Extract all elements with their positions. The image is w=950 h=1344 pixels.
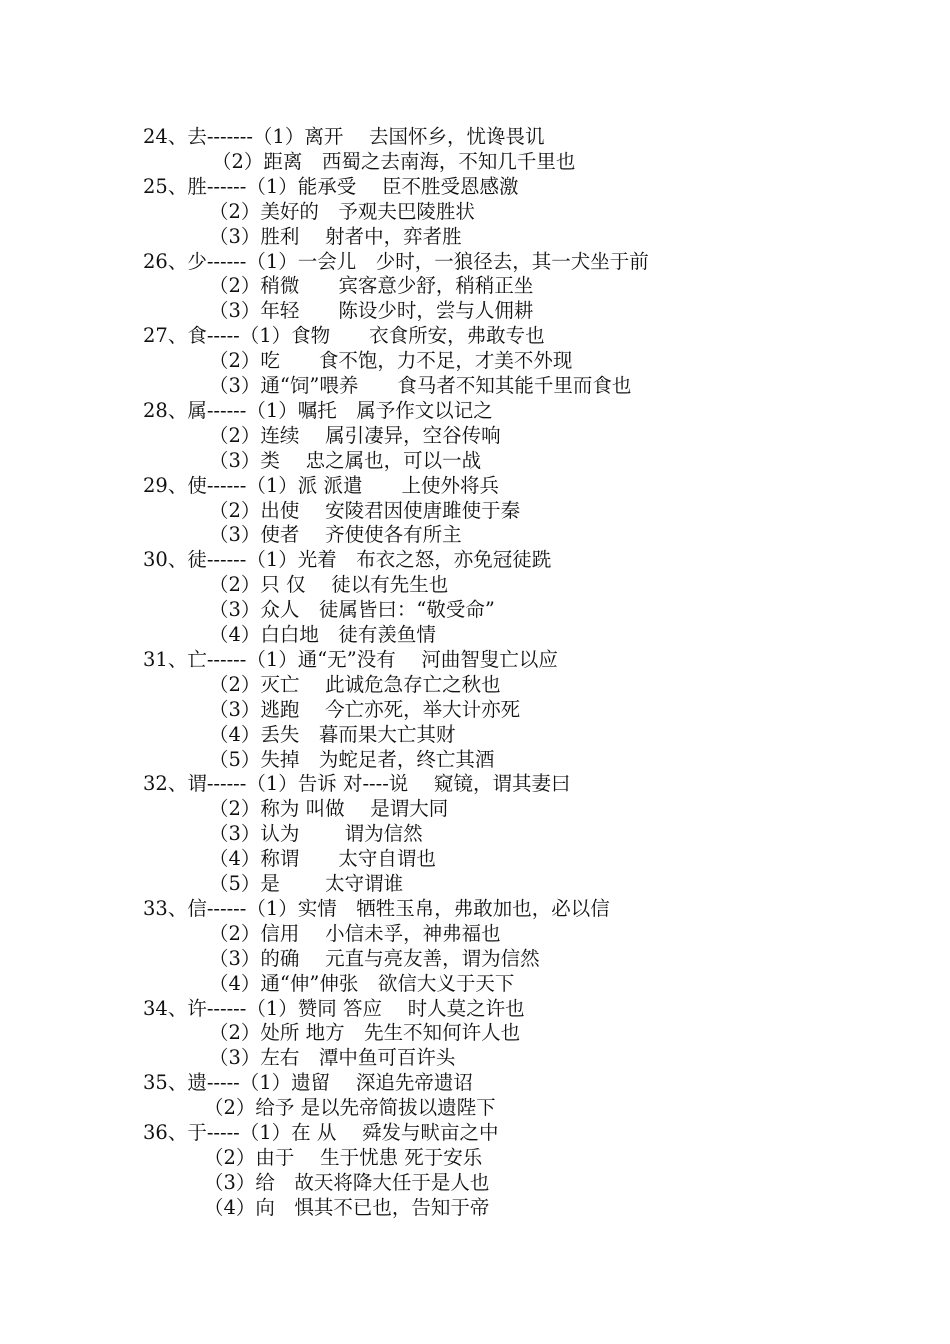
entry-sense-line: （3）认为 谓为信然 [209, 822, 423, 846]
entry-sense-line: （4）白白地 徒有羡鱼情 [209, 623, 436, 646]
entry-sense-line: （3）胜利 射者中，弈者胜 [209, 224, 462, 248]
entry-sense-line: （3）年轻 陈设少时，尝与人佣耕 [209, 299, 534, 323]
entry-heading-line: 28、属------（1）嘱托 属予作文以记之 [143, 398, 493, 422]
entry-heading-line: 34、许------（1）赞同 答应 时人莫之许也 [143, 996, 525, 1020]
entry-heading-line: 26、少------（1）一会儿 少时，一狼径去，其一犬坐于前 [143, 249, 649, 273]
entry-sense-line: （4）丢失 暮而果大亡其财 [209, 722, 456, 746]
entry-sense-line: （4）向 惧其不已也，告知于帝 [204, 1195, 490, 1219]
entry-heading-line: 35、遗-----（1）遗留 深追先帝遗诏 [143, 1071, 473, 1095]
entry-heading-line: 32、谓------（1）告诉 对----说 窥镜，谓其妻曰 [143, 772, 571, 796]
entry-sense-line: （2）称为 叫做 是谓大同 [209, 797, 449, 821]
entry-sense-line: （4）称谓 太守自谓也 [209, 847, 436, 871]
entry-sense-line: （3）逃跑 今亡亦死，举大计亦死 [209, 697, 521, 721]
entry-heading-line: 29、使------（1）派 派遣 上使外将兵 [143, 473, 499, 497]
entry-heading-line: 27、食-----（1）食物 衣食所安，弗敢专也 [143, 324, 545, 348]
entry-sense-line: （2）出使 安陵君因使唐雎使于秦 [209, 498, 521, 522]
entry-sense-line: （2）给予 是以先帝简拔以遗陛下 [204, 1096, 496, 1120]
entry-heading-line: 33、信------（1）实情 牺牲玉帛，弗敢加也，必以信 [143, 896, 610, 920]
entry-sense-line: （3）左右 潭中鱼可百许头 [209, 1046, 456, 1070]
entry-sense-line: （4）通“伸”伸张 欲信大义于天下 [209, 971, 515, 995]
entry-sense-line: （2）稍微 宾客意少舒，稍稍正坐 [209, 274, 534, 298]
entry-sense-line: （3）给 故天将降大任于是人也 [204, 1170, 490, 1194]
entry-heading-line: 25、胜------（1）能承受 臣不胜受恩感激 [143, 174, 519, 198]
entry-sense-line: （2）由于 生于忧患 死于安乐 [204, 1145, 483, 1169]
entry-sense-line: （2）距离 西蜀之去南海，不知几千里也 [212, 149, 576, 173]
entry-sense-line: （5）失掉 为蛇足者，终亡其酒 [209, 747, 495, 771]
entry-sense-line: （3）使者 齐使使各有所主 [209, 523, 462, 547]
entry-sense-line: （3）通“饲”喂养 食马者不知其能千里而食也 [209, 374, 632, 397]
entry-heading-line: 36、于-----（1）在 从 舜发与畎亩之中 [143, 1121, 499, 1144]
entry-sense-line: （3）的确 元直与亮友善，谓为信然 [209, 946, 540, 970]
entry-heading-line: 31、亡------（1）通“无”没有 河曲智叟亡以应 [143, 647, 558, 671]
entry-sense-line: （2）处所 地方 先生不知何许人也 [209, 1021, 521, 1045]
entry-heading-line: 30、徒------（1）光着 布衣之怒，亦免冠徒跣 [143, 548, 552, 572]
entry-sense-line: （2）信用 小信未孚，神弗福也 [209, 921, 501, 945]
entry-sense-line: （3）类 忠之属也，可以一战 [209, 448, 482, 472]
entry-sense-line: （2）连续 属引凄异，空谷传响 [209, 423, 501, 447]
entry-sense-line: （3）众人 徒属皆曰：“敬受命” [209, 598, 495, 622]
entry-sense-line: （2）灭亡 此诚危急存亡之秋也 [209, 672, 501, 696]
entry-sense-line: （2）美好的 予观夫巴陵胜状 [209, 199, 475, 223]
entry-sense-line: （2）吃 食不饱，力不足，才美不外现 [209, 349, 573, 373]
entry-sense-line: （5）是 太守谓谁 [209, 872, 404, 895]
entry-heading-line: 24、去-------（1）离开 去国怀乡，忧谗畏讥 [143, 125, 545, 148]
entry-sense-line: （2）只 仅 徒以有先生也 [209, 573, 449, 597]
